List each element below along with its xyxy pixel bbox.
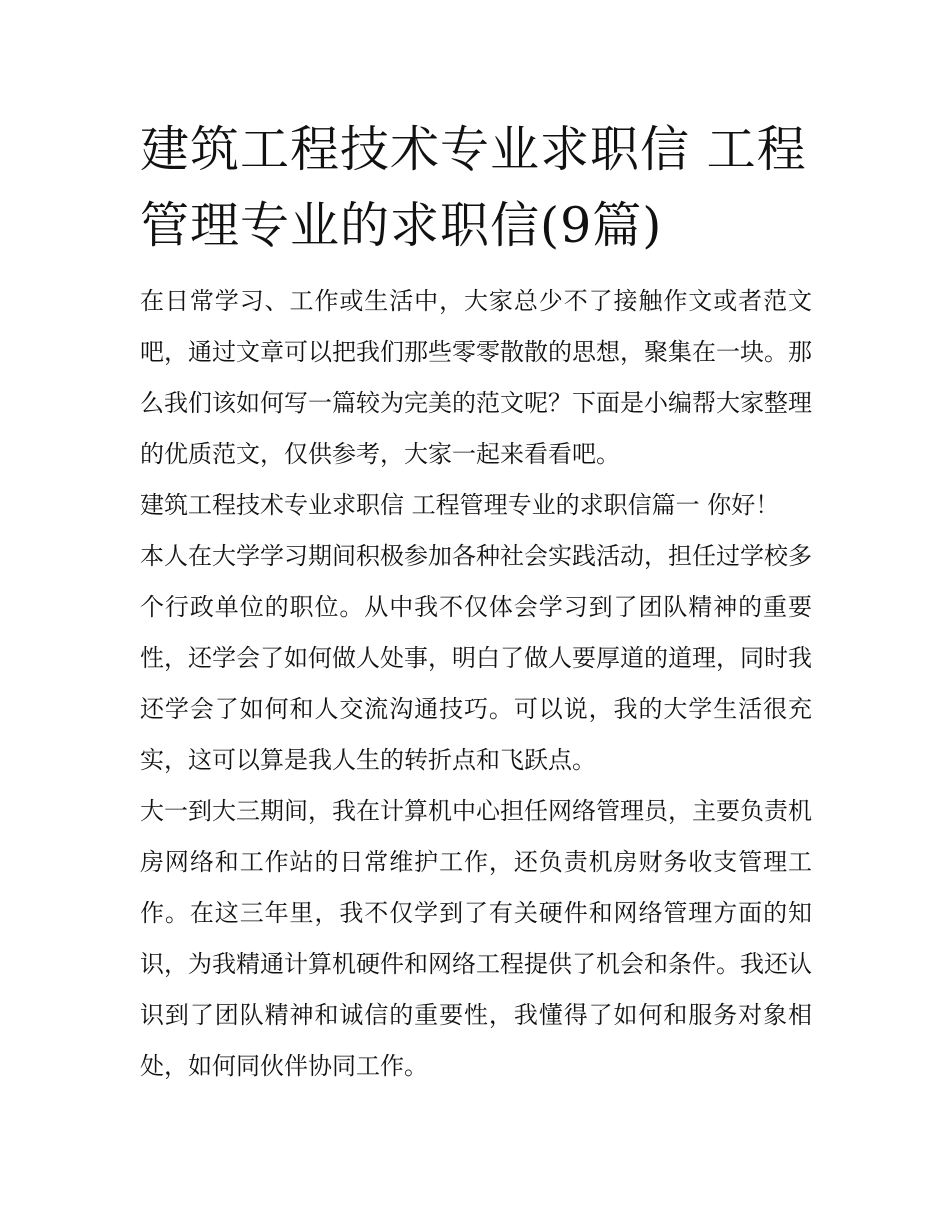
paragraph-network-admin: 大一到大三期间，我在计算机中心担任网络管理员，主要负责机房网络和工作站的日常维护工作，还负责机房财务收支管理工作。在这三年里，我不仅学到了有关硬件和网络管理方面的知识，为我精通计算机硬件和网络工程提供了机会和条件。我还认识到了团队精神和诚信的重要性，我懂得了如何和服务对象相处，如何同伙伴协同工作。 [140,797,812,1080]
paragraph-letter-heading: 建筑工程技术专业求职信 工程管理专业的求职信篇一 你好！ [140,491,780,519]
paragraph-intro: 在日常学习、工作或生活中，大家总少不了接触作文或者范文吧，通过文章可以把我们那些零零散散的思想，聚集在一块。那么我们该如何写一篇较为完美的范文呢？下面是小编帮大家整理的优质范文，仅供参考，大家一起来看看吧。 [140,287,812,468]
paragraph-activities: 本人在大学学习期间积极参加各种社会实践活动，担任过学校多个行政单位的职位。从中我不仅体会学习到了团队精神的重要性，还学会了如何做人处事，明白了做人要厚道的道理，同时我还学会了如何和人交流沟通技巧。可以说，我的大学生活很充实，这可以算是我人生的转折点和飞跃点。 [140,542,812,774]
document-page [140,112,812,1092]
document-title: 建筑工程技术专业求职信 工程管理专业的求职信(9篇) [140,121,807,254]
